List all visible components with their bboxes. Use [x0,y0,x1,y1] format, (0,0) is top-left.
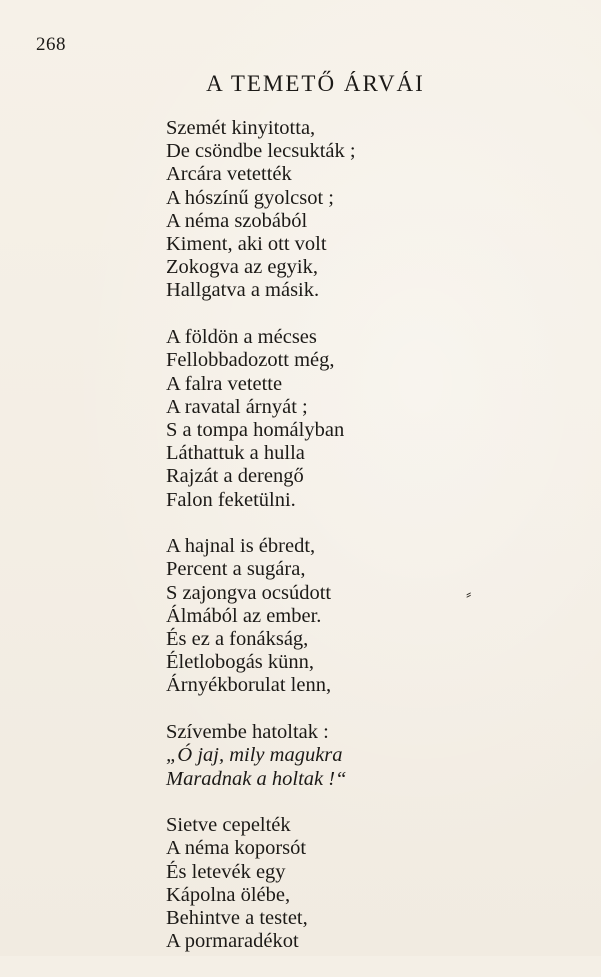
poem-line: És ez a fonákság, [166,628,309,651]
poem-line: Életlobogás künn, [166,651,315,674]
poem-line: Sietve cepelték [166,814,291,837]
stanza-2 [166,326,586,512]
poem-line: De csöndbe lecsukták ; [166,140,356,163]
poem-line: A néma koporsót [166,837,307,860]
stanza-1 [166,117,586,303]
poem-line: Fellobbadozott még, [166,349,335,372]
poem-line: Percent a sugára, [166,558,306,581]
poem-line: Álmából az ember. [166,604,322,627]
poem-line: Arcára vetették [166,163,292,186]
poem-line-quote: „Ó jaj, mily magukra [166,744,343,767]
poem-line: Szívembe hatoltak : [166,721,329,744]
ink-speck-icon: ⸗ [466,586,472,603]
poem-line: Szemét kinyitotta, [166,117,316,139]
poem-line: A hószínű gyolcsot ; [166,186,334,209]
poem-line: A hajnal is ébredt, [166,535,316,558]
poem-line: A falra vetette [166,372,283,395]
poem-line: A néma szobából [166,209,308,232]
poem-line: A pormaradékot [166,930,299,953]
poem-line: Behintve a testet, [166,907,308,930]
poem-line: Rajzát a derengő [166,465,304,488]
poem-line: S a tompa homályban [166,418,345,441]
stanza-5 [166,814,586,953]
poem-line: És letevék egy [166,860,286,883]
stanza-4 [166,721,586,791]
poem-line: S zajongva ocsúdott [166,581,332,604]
poem-title: A TEMETŐ ÁRVÁI [206,71,425,96]
poem-line: A ravatal árnyát ; [166,395,308,418]
poem-line: Zokogva az egyik, [166,256,318,279]
poem-line-quote: Maradnak a holtak !“ [166,767,347,790]
page-number: 268 [36,34,66,55]
poem-line: Kápolna ölébe, [166,883,291,906]
poem-line: A földön a mécses [166,326,317,349]
poem-body [166,117,586,977]
poem-line: Kiment, aki ott volt [166,233,327,256]
poem-line: Láthattuk a hulla [166,442,305,465]
poem-line: Hallgatva a másik. [166,279,320,302]
stanza-3 [166,535,586,697]
poem-line: Árnyékborulat lenn, [166,674,332,697]
poem-line: Falon feketülni. [166,488,296,511]
